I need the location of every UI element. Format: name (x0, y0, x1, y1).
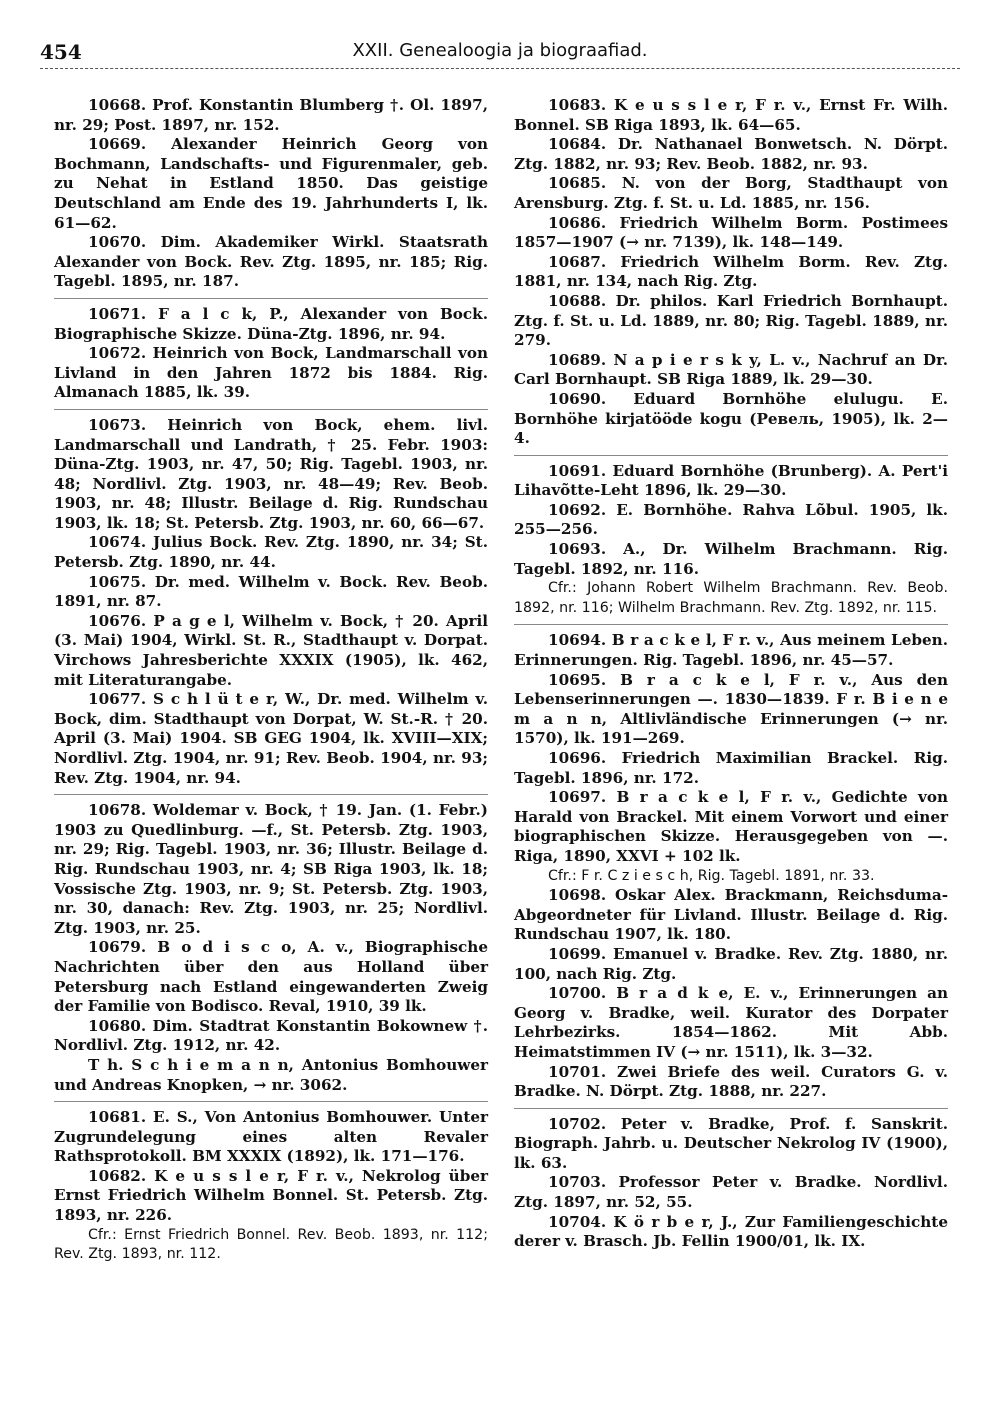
entry-divider (54, 1101, 488, 1102)
bibliography-entry: 10684. Dr. Nathanael Bonwetsch. N. Dörpt. Ztg. 1882, nr. 93; Rev. Beob. 1882, nr. 93. (514, 135, 948, 173)
bibliography-entry: 10673. Heinrich von Bock, ehem. livl. Landmarschall und Landrath, † 25. Febr. 1903: Düna-Ztg. 1903, nr. 47, 50; Rig. Tagebl. 1903, nr. 48; Nordlivl. Ztg. 1903, nr. 48—49; Rev. Beob. 1903, nr. 48; Illustr. Beilage d. Rig. Rundschau 1903, lk. 18; St. Petersb. Ztg. 1903, nr. 60, 66—67. (54, 415, 488, 532)
bibliography-entry: 10704. K ö r b e r, J., Zur Familiengeschichte derer v. Brasch. Jb. Fellin 1900/01, lk. IX. (514, 1212, 948, 1251)
bibliography-entry: 10685. N. von der Borg, Stadthaupt von Arensburg. Ztg. f. St. u. Ld. 1885, nr. 156. (514, 174, 948, 212)
bibliography-entry: T h. S c h i e m a n n, Antonius Bomhouwer und Andreas Knopken, → nr. 3062. (54, 1055, 488, 1094)
bibliography-entry: 10676. P a g e l, Wilhelm v. Bock, † 20. April (3. Mai) 1904, Wirkl. St. R., Stadthaupt v. Dorpat. Virchows Jahresberichte XXXIX (1905), lk. 462, mit Literaturangabe. (54, 611, 488, 689)
bibliography-entry: 10682. K e u s s l e r, F r. v., Nekrolog über Ernst Friedrich Wilhelm Bonnel. St. Petersb. Ztg. 1893, nr. 226. (54, 1166, 488, 1225)
left-column (54, 96, 488, 1265)
bibliography-entry: 10678. Woldemar v. Bock, † 19. Jan. (1. Febr.) 1903 zu Quedlinburg. —f., St. Petersb. Ztg. 1903, nr. 29; Rig. Tagebl. 1903, nr. 36; Illustr. Beilage d. Rig. Rundschau 1903, nr. 4; SB Riga 1903, lk. 18; Vossische Ztg. 1903, nr. 9; St. Petersb. Ztg. 1903, nr. 30, danach: Rev. Ztg. 1903, nr. 25; Nordlivl. Ztg. 1903, nr. 25. (54, 801, 488, 937)
section-title: XXII. Genealoogia ja biograafiad. (352, 40, 648, 61)
bibliography-entry: Cfr.: Ernst Friedrich Bonnel. Rev. Beob. 1893, nr. 112; Rev. Ztg. 1893, nr. 112. (54, 1226, 488, 1263)
bibliography-entry: 10688. Dr. philos. Karl Friedrich Bornhaupt. Ztg. f. St. u. Ld. 1889, nr. 80; Rig. Tagebl. 1889, nr. 279. (514, 291, 948, 350)
bibliography-entry: 10694. B r a c k e l, F r. v., Aus meinem Leben. Erinnerungen. Rig. Tagebl. 1896, nr. 45—57. (514, 631, 948, 670)
page-number: 454 (40, 40, 82, 64)
bibliography-entry: 10677. S c h l ü t e r, W., Dr. med. Wilhelm v. Bock, dim. Stadthaupt von Dorpat, W. St.-R. † 20. April (3. Mai) 1904. SB GEG 1904, lk. XVIII—XIX; Nordlivl. Ztg. 1904, nr. 91; Rev. Beob. 1904, nr. 93; Rev. Ztg. 1904, nr. 94. (54, 690, 488, 787)
bibliography-entry: 10701. Zwei Briefe des weil. Curators G. v. Bradke. N. Dörpt. Ztg. 1888, nr. 227. (514, 1062, 948, 1101)
bibliography-entry: 10681. E. S., Von Antonius Bomhouwer. Unter Zugrundelegung eines alten Revaler Rathsprotokoll. BM XXXIX (1892), lk. 171—176. (54, 1108, 488, 1166)
bibliography-entry: 10669. Alexander Heinrich Georg von Bochmann, Landschafts- und Figurenmaler, geb. zu Nehat in Estland 1850. Das geistige Deutschland am Ende des 19. Jahrhunderts I, lk. 61—62. (54, 135, 488, 232)
bibliography-entry: 10699. Emanuel v. Bradke. Rev. Ztg. 1880, nr. 100, nach Rig. Ztg. (514, 944, 948, 983)
entry-divider (514, 624, 948, 625)
bibliography-entry: 10702. Peter v. Bradke, Prof. f. Sanskrit. Biograph. Jahrb. u. Deutscher Nekrolog IV (1900), lk. 63. (514, 1114, 948, 1172)
bibliography-entry: 10687. Friedrich Wilhelm Borm. Rev. Ztg. 1881, nr. 134, nach Rig. Ztg. (514, 252, 948, 291)
bibliography-entry: 10700. B r a d k e, E. v., Erinnerungen an Georg v. Bradke, weil. Kurator des Dorpater Lehrbezirks. 1854—1862. Mit Abb. Heimatstimmen IV (→ nr. 1511), lk. 3—32. (514, 984, 948, 1061)
bibliography-entry: Cfr.: F r. C z i e s c h, Rig. Tagebl. 1891, nr. 33. (548, 867, 875, 884)
bibliography-entry: 10692. E. Bornhöhe. Rahva Lõbul. 1905, lk. 255—256. (514, 500, 948, 539)
bibliography-entry: 10693. A., Dr. Wilhelm Brachmann. Rig. Tagebl. 1892, nr. 116. (514, 540, 948, 578)
bibliography-entry: 10703. Professor Peter v. Bradke. Nordlivl. Ztg. 1897, nr. 52, 55. (514, 1173, 948, 1212)
bibliography-entry: 10683. K e u s s l e r, F r. v., Ernst Fr. Wilh. Bonnel. SB Riga 1893, lk. 64—65. (514, 96, 948, 134)
bibliography-entry: 10689. N a p i e r s k y, L. v., Nachruf an Dr. Carl Bornhaupt. SB Riga 1889, lk. 29—30. (514, 350, 948, 389)
header-rule (40, 68, 960, 69)
bibliography-entry: 10680. Dim. Stadtrat Konstantin Bokownew †. Nordlivl. Ztg. 1912, nr. 42. (54, 1016, 488, 1055)
right-column (514, 96, 948, 1252)
bibliography-entry: 10698. Oskar Alex. Brackmann, Reichsduma-Abgeordneter für Livland. Illustr. Beilage d. Rig. Rundschau 1907, lk. 180. (514, 886, 948, 944)
bibliography-entry: 10675. Dr. med. Wilhelm v. Bock. Rev. Beob. 1891, nr. 87. (54, 572, 488, 611)
entry-divider (54, 794, 488, 795)
entry-divider (514, 455, 948, 456)
entry-divider (54, 409, 488, 410)
bibliography-entry: Cfr.: Johann Robert Wilhelm Brachmann. Rev. Beob. 1892, nr. 116; Wilhelm Brachmann. Rev. Ztg. 1892, nr. 115. (514, 580, 948, 616)
bibliography-entry: 10696. Friedrich Maximilian Brackel. Rig. Tagebl. 1896, nr. 172. (514, 749, 948, 787)
bibliography-entry: 10697. B r a c k e l, F r. v., Gedichte von Harald von Brackel. Mit einem Vorwort und einer biographischen Skizze. Herausgegeben von —. Riga, 1890, XXVI + 102 lk. (514, 788, 948, 865)
entry-divider (514, 1108, 948, 1109)
bibliography-entry: 10668. Prof. Konstantin Blumberg †. Ol. 1897, nr. 29; Post. 1897, nr. 152. (54, 96, 488, 134)
bibliography-entry: 10672. Heinrich von Bock, Landmarschall von Livland in den Jahren 1872 bis 1884. Rig. Almanach 1885, lk. 39. (54, 344, 488, 402)
bibliography-entry: 10695. B r a c k e l, F r. v., Aus den Lebenserinnerungen —. 1830—1839. F r. B i e n e m a n n, Altlivländische Erinnerungen (→ nr. 1570), lk. 191—269. (514, 670, 948, 748)
bibliography-entry: 10691. Eduard Bornhöhe (Brunberg). A. Pert'i Lihavõtte-Leht 1896, lk. 29—30. (514, 461, 948, 500)
bibliography-entry: 10690. Eduard Bornhöhe elulugu. E. Bornhöhe kirjatööde kogu (Ревель, 1905), lk. 2—4. (514, 389, 948, 448)
bibliography-entry: 10674. Julius Bock. Rev. Ztg. 1890, nr. 34; St. Petersb. Ztg. 1890, nr. 44. (54, 533, 488, 572)
bibliography-entry: 10670. Dim. Akademiker Wirkl. Staatsrath Alexander von Bock. Rev. Ztg. 1895, nr. 185; Rig. Tagebl. 1895, nr. 187. (54, 233, 488, 291)
bibliography-entry: 10679. B o d i s c o, A. v., Biographische Nachrichten über den aus Holland über Petersburg nach Estland eingewanderten Zweig der Familie von Bodisco. Reval, 1910, 39 lk. (54, 938, 488, 1016)
bibliography-entry: 10686. Friedrich Wilhelm Borm. Postimees 1857—1907 (→ nr. 7139), lk. 148—149. (514, 213, 948, 252)
entry-divider (54, 298, 488, 299)
bibliography-entry: 10671. F a l c k, P., Alexander von Bock. Biographische Skizze. Düna-Ztg. 1896, nr. 94. (54, 304, 488, 343)
